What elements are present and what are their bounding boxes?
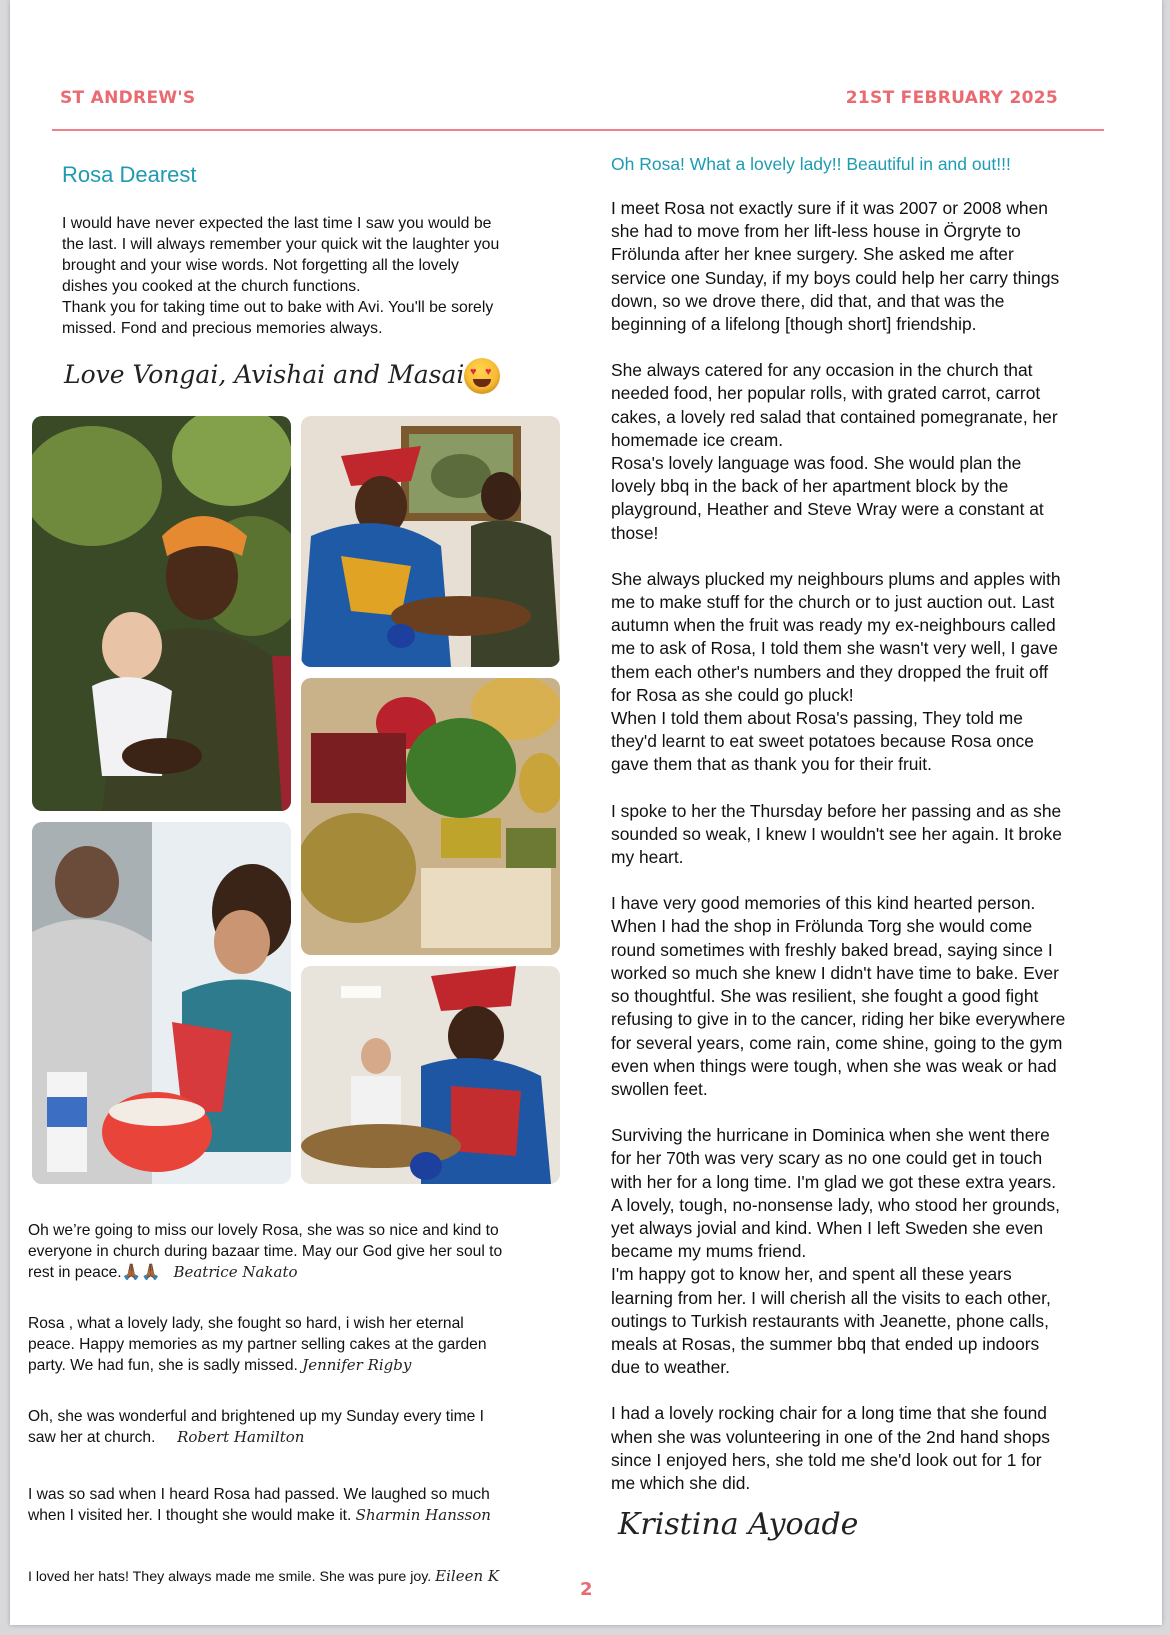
tribute-text: Oh we’re going to miss our lovely Rosa, she was so nice and kind to everyone in church during bazaar time. May our God give her soul to rest in peace. <box>28 1222 503 1281</box>
article-paragraph: I have very good memories of this kind hearted person. When I had the shop in Frölunda Torg she would come round sometimes with freshly baked bread, saying since I worked so much she knew I didn't have time to bake. Ever so thoughtful. She was resilient, she fought a good fight refusing to give in to the cancer, riding her bike everywhere for several years, come rain, come shine, going to the gym even when things were tough, when she was weak or had swollen feet. <box>611 893 1066 1099</box>
tribute-signature: Beatrice Nakato <box>173 1263 298 1281</box>
page-number: 2 <box>580 1579 593 1600</box>
tribute-eileen <box>28 1566 588 1588</box>
article-paragraph: I had a lovely rocking chair for a long time that she found when she was volunteering in one of the 2nd hand shops since I enjoyed hers, she told me she'd look out for 1 for me which she did. <box>611 1403 1050 1493</box>
tribute-robert <box>28 1406 588 1448</box>
photo-serving-food <box>301 416 560 667</box>
left-title: Rosa Dearest <box>62 162 197 187</box>
photo-rosa-with-baby <box>32 416 291 811</box>
tribute-text: I was so sad when I heard Rosa had passed. We laughed so much when I visited her. I thought she would make it. <box>28 1486 490 1524</box>
article-paragraph: I meet Rosa not exactly sure if it was 2007 or 2008 when she had to move from her lift-less house in Örgryte to Frölunda after her knee surgery. She asked me after service one Sunday, if my boys could help her carry things down, so we drove there, did that, and that was the beginning of a lifelong [though short] friendship. <box>611 198 1060 335</box>
tribute-sharmin <box>28 1484 588 1526</box>
tribute-text: Oh, she was wonderful and brightened up my Sunday every time I saw her at church. <box>28 1408 484 1446</box>
left-letter: I would have never expected the last time I saw you would be the last. I will always remember your quick wit the laughter you brought and your wise words. Not forgetting all the lovely dishes you cooked at the church functions. Thank you for taking time out to bake with Avi. You'll be sorely missed. Fond and precious memories always. <box>62 215 500 337</box>
tribute-text: I loved her hats! They always made me smile. She was pure joy. <box>28 1569 432 1585</box>
tribute-signature: Eileen K <box>435 1567 500 1585</box>
left-signature: Love Vongai, Avishai and Masai <box>64 360 465 389</box>
header-left: ST ANDREW'S <box>60 88 196 108</box>
article-paragraph: Surviving the hurricane in Dominica when she went there for her 70th was very scary as no one could get in touch with her for a long time. I'm glad we got these extra years. A lovely, tough, no-nonsense lady, who stood her grounds, yet always jovial and kind. When I left Sweden she even became my mums friend. I'm happy got to know her, and spent all these years learning from her. I will cherish all the visits to each other, outings to Turkish restaurants with Jeanette, phone calls, meals at Rosas, the summer bbq that ended up indoors due to weather. <box>611 1125 1060 1378</box>
photo-rosa-serving-buffet <box>301 966 560 1184</box>
tribute-signature: Jennifer Rigby <box>302 1356 412 1374</box>
tribute-text: Rosa , what a lovely lady, she fought so hard, i wish her eternal peace. Happy memories as my partner selling cakes at the garden party. We had fun, she is sadly missed. <box>28 1315 487 1374</box>
header-divider <box>52 129 1104 131</box>
photo-baking-with-child <box>32 822 291 1184</box>
heart-eyes-emoji-icon: ♥ ♥ <box>464 358 500 394</box>
article-paragraph: She always plucked my neighbours plums and apples with me to make stuff for the church or to just auction out. Last autumn when the fruit was ready my ex-neighbours called me to ask of Rosa, I told them she wasn't very well, I gave them each other's numbers and they dropped the fruit off for Rosa as she could go pluck! When I told them about Rosa's passing, They told me they'd learnt to eat sweet potatoes because Rosa once gave them that as thank you for their fruit. <box>611 568 1061 775</box>
praying-hands-emoji: 🙏🏾🙏🏾 <box>121 1264 161 1281</box>
right-signature: Kristina Ayoade <box>618 1507 859 1542</box>
header-date: 21ST FEBRUARY 2025 <box>845 88 1058 108</box>
tribute-signature: Sharmin Hansson <box>355 1506 491 1524</box>
right-title: Oh Rosa! What a lovely lady!! Beautiful in and out!!! <box>611 154 1011 174</box>
article-paragraph: She always catered for any occasion in the church that needed food, her popular rolls, with grated carrot, carrot cakes, a lovely red salad that contained pomegranate, her homemade ice cream. Rosa's lovely language was food. She would plan the lovely bbq in the back of her apartment block by the playground, Heather and Steve Wray were a constant at those! <box>611 360 1058 543</box>
tribute-beatrice <box>28 1220 588 1283</box>
article-paragraph: I spoke to her the Thursday before her passing and as she sounded so weak, I knew I wouldn't see her again. It broke my heart. <box>611 800 1062 868</box>
tribute-signature: Robert Hamilton <box>177 1428 305 1446</box>
tribute-jennifer <box>28 1313 588 1376</box>
photo-buffet-table <box>301 678 560 955</box>
right-article <box>611 197 1131 1495</box>
